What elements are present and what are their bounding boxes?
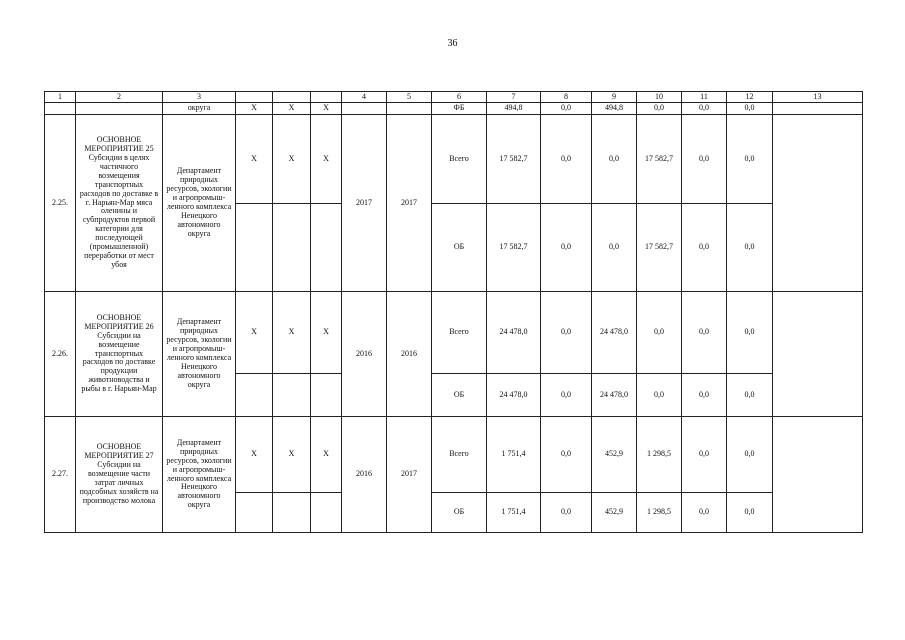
table-cell: [273, 374, 311, 417]
value-cell: 0,0: [637, 292, 682, 374]
value-cell: 0,0: [637, 103, 682, 115]
item-title: ОСНОВНОЕ МЕРОПРИЯТИЕ 26 Субсидии на возмещение транспортных расходов по доставке продукции животноводства и рыбы в г. Нарьян-Мар: [76, 292, 163, 417]
header-cell: [273, 92, 311, 103]
end-year: 2016: [387, 292, 432, 417]
value-cell: 0,0: [682, 374, 727, 417]
funding-source: Всего: [432, 292, 487, 374]
table-cell: [273, 493, 311, 533]
value-cell: 24 478,0: [487, 292, 541, 374]
value-cell: 17 582,7: [487, 115, 541, 204]
header-cell: 10: [637, 92, 682, 103]
item-title: ОСНОВНОЕ МЕРОПРИЯТИЕ 25 Субсидии в целях частичного возмещения транспортных расходов по доставке в г. Нарьян-Мар мяса оленины и субпродуктов первой категории для последующей (промышленной) переработки от мест убоя: [76, 115, 163, 292]
value-cell: 0,0: [727, 417, 773, 493]
x-mark: Х: [273, 115, 311, 204]
value-cell: 0,0: [682, 493, 727, 533]
value-cell: 0,0: [682, 115, 727, 204]
program-table: [44, 91, 863, 533]
x-mark: Х: [236, 292, 273, 374]
value-cell: 0,0: [727, 103, 773, 115]
value-cell: 0,0: [727, 493, 773, 533]
funding-source: Всего: [432, 417, 487, 493]
notes-cell: [773, 292, 863, 417]
item-title: ОСНОВНОЕ МЕРОПРИЯТИЕ 27 Субсидии на возмещение части затрат личных подсобных хозяйств на производство молока: [76, 417, 163, 533]
x-mark: Х: [236, 115, 273, 204]
item-number: 2.27.: [45, 417, 76, 533]
item-organization: Департамент природных ресурсов, экологии и агропромыш-ленного комплекса Ненецкого автономного округа: [163, 292, 236, 417]
org-tail: округа: [163, 103, 236, 115]
value-cell: 0,0: [541, 292, 592, 374]
header-cell: 6: [432, 92, 487, 103]
header-cell: 8: [541, 92, 592, 103]
value-cell: 17 582,7: [487, 204, 541, 292]
table-cell: [273, 204, 311, 292]
header-cell: 5: [387, 92, 432, 103]
value-cell: 0,0: [541, 103, 592, 115]
table-row: [45, 292, 863, 374]
table-cell: [773, 103, 863, 115]
value-cell: 494,8: [487, 103, 541, 115]
value-cell: 24 478,0: [487, 374, 541, 417]
value-cell: 0,0: [592, 204, 637, 292]
value-cell: 1 298,5: [637, 417, 682, 493]
table-cell: [387, 103, 432, 115]
item-organization: Департамент природных ресурсов, экологии и агропромыш-ленного комплекса Ненецкого автономного округа: [163, 417, 236, 533]
notes-cell: [773, 417, 863, 533]
header-cell: 7: [487, 92, 541, 103]
header-cell: 9: [592, 92, 637, 103]
page-number: 36: [447, 38, 458, 49]
value-cell: 17 582,7: [637, 204, 682, 292]
value-cell: 0,0: [541, 493, 592, 533]
table-cell: [76, 103, 163, 115]
funding-source: ОБ: [432, 204, 487, 292]
fb-row: [45, 103, 863, 115]
table-cell: [236, 374, 273, 417]
x-mark: Х: [236, 417, 273, 493]
value-cell: 0,0: [592, 115, 637, 204]
notes-cell: [773, 115, 863, 292]
value-cell: 0,0: [682, 204, 727, 292]
header-cell: [311, 92, 342, 103]
value-cell: 0,0: [727, 115, 773, 204]
x-mark: Х: [273, 292, 311, 374]
item-number: 2.25.: [45, 115, 76, 292]
item-organization: Департамент природных ресурсов, экологии и агропромыш-ленного комплекса Ненецкого автономного округа: [163, 115, 236, 292]
table-cell: [311, 493, 342, 533]
value-cell: 452,9: [592, 417, 637, 493]
funding-source: ОБ: [432, 374, 487, 417]
table-row: [45, 115, 863, 204]
funding-source: Всего: [432, 115, 487, 204]
value-cell: 0,0: [727, 374, 773, 417]
x-mark: Х: [236, 103, 273, 115]
header-cell: 11: [682, 92, 727, 103]
value-cell: 17 582,7: [637, 115, 682, 204]
header-cell: 2: [76, 92, 163, 103]
value-cell: 0,0: [682, 103, 727, 115]
header-cell: 12: [727, 92, 773, 103]
value-cell: 0,0: [637, 374, 682, 417]
header-cell: 3: [163, 92, 236, 103]
table-cell: [236, 204, 273, 292]
x-mark: Х: [311, 292, 342, 374]
table-cell: [311, 204, 342, 292]
table-cell: [236, 493, 273, 533]
value-cell: 0,0: [727, 204, 773, 292]
funding-source: ФБ: [432, 103, 487, 115]
value-cell: 1 751,4: [487, 493, 541, 533]
start-year: 2016: [342, 292, 387, 417]
header-cell: 1: [45, 92, 76, 103]
start-year: 2016: [342, 417, 387, 533]
table-cell: [45, 103, 76, 115]
value-cell: 0,0: [541, 204, 592, 292]
value-cell: 0,0: [682, 292, 727, 374]
value-cell: 0,0: [727, 292, 773, 374]
header-cell: [236, 92, 273, 103]
value-cell: 1 298,5: [637, 493, 682, 533]
start-year: 2017: [342, 115, 387, 292]
value-cell: 0,0: [682, 417, 727, 493]
funding-source: ОБ: [432, 493, 487, 533]
value-cell: 494,8: [592, 103, 637, 115]
x-mark: Х: [311, 115, 342, 204]
value-cell: 1 751,4: [487, 417, 541, 493]
x-mark: Х: [273, 103, 311, 115]
x-mark: Х: [311, 417, 342, 493]
x-mark: Х: [311, 103, 342, 115]
table-cell: [342, 103, 387, 115]
table-row: [45, 417, 863, 493]
value-cell: 0,0: [541, 115, 592, 204]
header-row: [45, 92, 863, 103]
value-cell: 24 478,0: [592, 292, 637, 374]
table-cell: [311, 374, 342, 417]
x-mark: Х: [273, 417, 311, 493]
end-year: 2017: [387, 115, 432, 292]
header-cell: 13: [773, 92, 863, 103]
value-cell: 0,0: [541, 417, 592, 493]
value-cell: 452,9: [592, 493, 637, 533]
value-cell: 0,0: [541, 374, 592, 417]
end-year: 2017: [387, 417, 432, 533]
value-cell: 24 478,0: [592, 374, 637, 417]
item-number: 2.26.: [45, 292, 76, 417]
header-cell: 4: [342, 92, 387, 103]
